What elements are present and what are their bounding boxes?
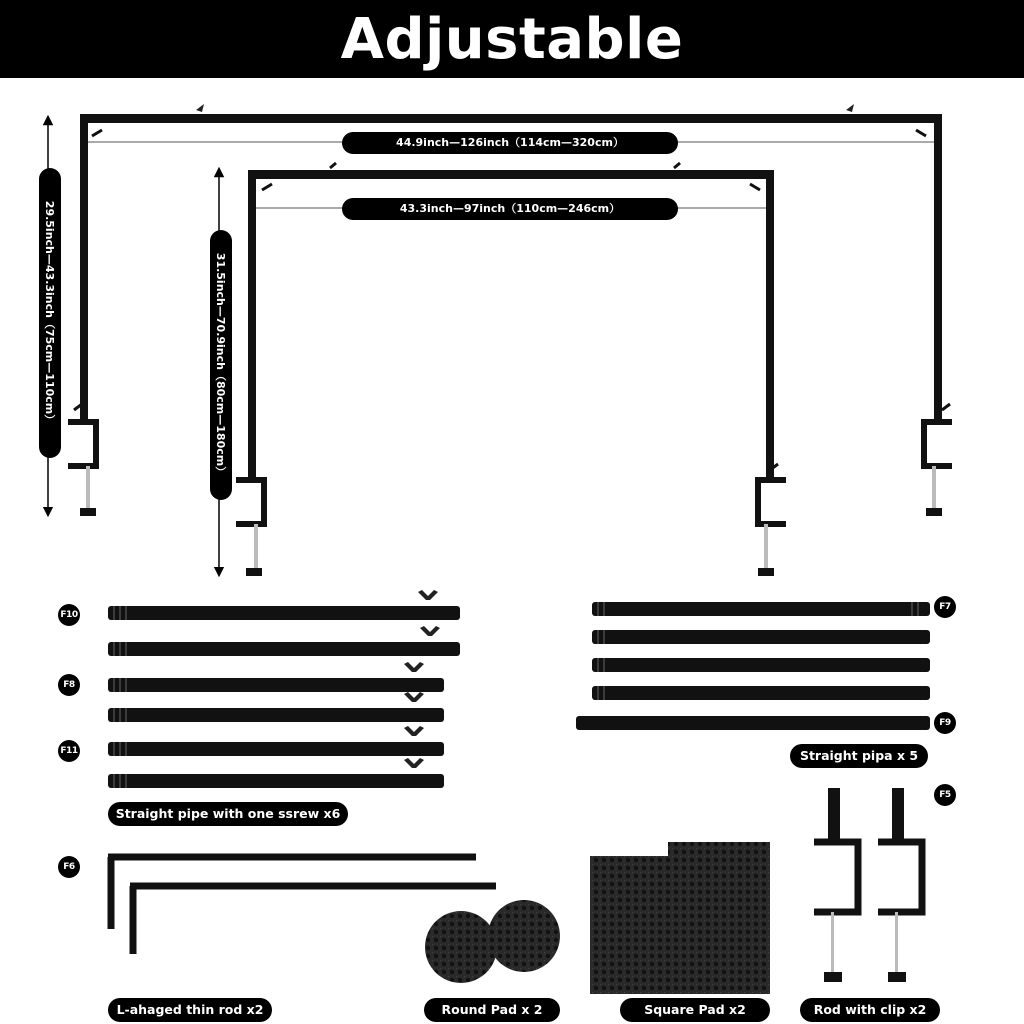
label-straight-pipe-screw: Straight pipe with one ssrew x6 [108,802,348,826]
straight-pipes [576,602,930,730]
small-width-label: 43.3inch—97inch（110cm—246cm） [342,198,678,220]
part-code-f11: F11 [58,740,80,762]
label-straight-pipe: Straight pipa x 5 [790,744,928,768]
part-code-f8: F8 [58,674,80,696]
label-l-shaped-rod: L-ahaged thin rod x2 [108,998,272,1022]
square-pads [590,842,770,994]
small-height-label: 31.5inch—70.9inch（80cm—180cm） [210,230,232,500]
part-code-f7: F7 [934,596,956,618]
part-code-f10: F10 [58,604,80,626]
label-square-pad: Square Pad x2 [620,998,770,1022]
label-rod-with-clip: Rod with clip x2 [800,998,940,1022]
round-pads [425,900,560,983]
part-code-f6: F6 [58,856,80,878]
part-code-f9: F9 [934,712,956,734]
screw-pipes [108,590,460,788]
large-width-label: 44.9inch—126inch（114cm—320cm） [342,132,678,154]
large-height-label: 29.5inch—43.3inch（75cm—110cm） [39,168,61,458]
small-frame-clamp-left [236,480,264,576]
page-title: Adjustable [340,7,684,72]
small-frame-clamp-right [758,464,786,576]
rod-with-clip [814,788,922,982]
large-frame-clamp-right [924,404,952,516]
part-code-f5: F5 [934,784,956,806]
label-round-pad: Round Pad x 2 [424,998,560,1022]
large-frame-clamp-left [68,404,96,516]
